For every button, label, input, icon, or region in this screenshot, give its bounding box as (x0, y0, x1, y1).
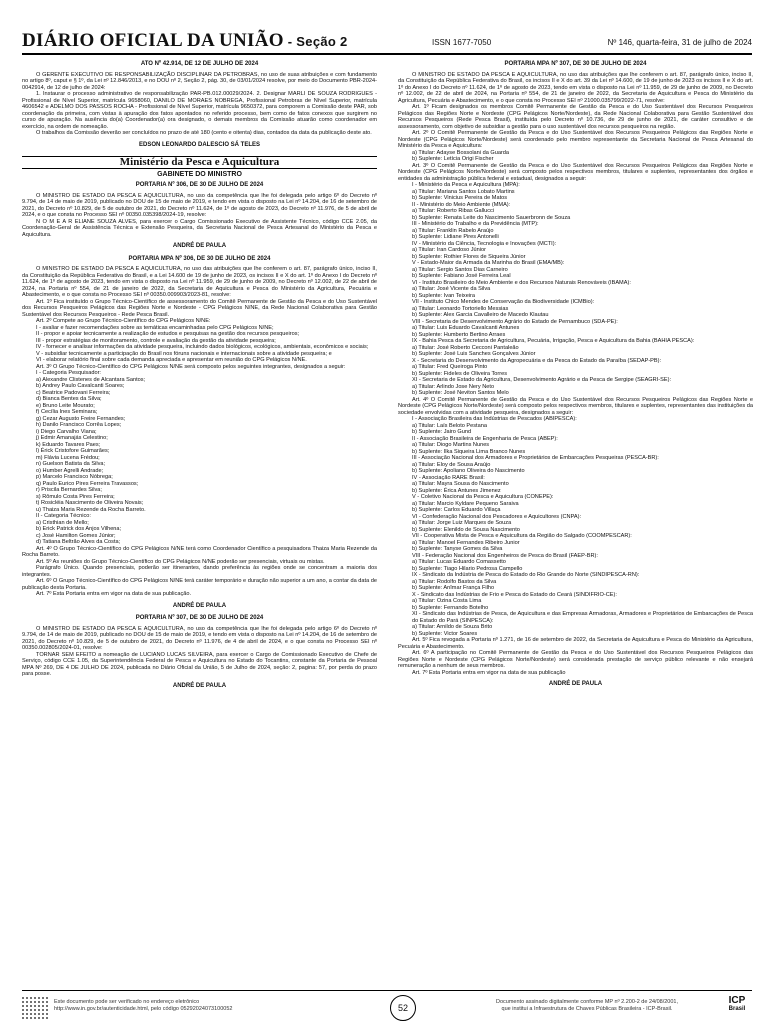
list-item: b) Suplente: Érica Antunes Jimenez (412, 487, 501, 494)
paragraph: O trabalhos da Comissão deverão ser concluídos no prazo de até 180 (cento e oitenta) dias, contados da data da publicação deste ato. (36, 130, 372, 136)
list-item: b) Suplente: Vinicius Pereira de Matos (412, 195, 508, 201)
list-item: b) Suplente: Ilka Siqueira Lima Branco Nunes (412, 448, 526, 455)
list-item: V - Coletivo Nacional da Pesca e Aquicultura (CONEPE): (412, 494, 554, 500)
list-item: u) Thaiza Maria Rezende da Rocha Barreto. (36, 506, 146, 513)
list-item: b) Erick Patrick dos Anjos Vilhena; (36, 526, 122, 532)
ato-body (22, 72, 377, 137)
list-item: IV - Associação RARE Brasil: (412, 474, 485, 481)
list-item: a) Titular: Roberto Ribas Gallucci (412, 208, 495, 214)
paragraph: O MINISTRO DE ESTADO DA PESCA E AQUICULTURA, no uso das atribuições que lhe conferem o art. 87, parágrafo único, inciso II, da Constituição da República Federativa do Brasil, e a Lei 14.600 de 19 de junho de 2023, os incisos II e X do art. 1º do Anexo I do Decreto nº 11.624, de 1º de agosto de 2023, tendo em vista o disposto na Lei nº 11.959, de 29 de junho de 2009, no Decreto nº 12.002, de 22 de abril de 2024, na Portaria nº 554, de 21 de janeiro de 2022, da Secretaria de Aquicultura e Pesca do Ministério da Agricultura, Pecuária e Abastecimento, e o que consta no Processo SEI nº 00350.009903/2023-81, resolve: (22, 266, 377, 298)
list-item: I - Ministério da Pesca e Aquicultura (MPA): (412, 182, 520, 188)
list-item: k) Eduardo Tavares Paes; (36, 441, 101, 448)
verification-note (54, 999, 384, 1012)
header-rule (22, 53, 752, 55)
list-item: t) Rosicléia Nascimento de Oliveira Novais; (36, 500, 144, 506)
list-item: a) Titular: Marcio Kyldare Pequeno Saraiva (412, 500, 519, 507)
portaria-mpa-306-closing (22, 546, 377, 598)
paragraph: Art. 2º O Comitê Permanente de Gestão da Pesca e do Uso Sustentável dos Recursos Pesqueiros Pelágicos das Regiões Norte e Nordeste (CPG Pelágicos Norte/Nordeste) será coordenado pelo membro representante da Secretaria Nacional de Pesca Artesanal do Ministério da Pesca e Aquicultura: (398, 130, 753, 149)
list-item: a) Titular: Mariana Santos Lobato Martins (412, 188, 515, 195)
list-item: VIII - Secretaria de Desenvolvimento Agrário do Estado de Pernambuco (SDA-PE): (412, 318, 618, 325)
list-item: i) Diego Carvalho Viana; (36, 428, 97, 435)
list-item: l) Érick Cristofore Guimarães; (36, 448, 110, 454)
list-item: a) Titular: Laís Beloto Pestana (412, 422, 487, 429)
list-item: b) Suplente: Alex Garcia Cavalleiro de Macedo Klautau (412, 312, 549, 318)
list-item: b) Suplente: Renata Leite do Nascimento Sauerbronn de Souza (412, 214, 571, 221)
paragraph: Art. 3º O Comitê Permanente de Gestão da Pesca e do Uso Sustentável dos Recursos Pesqueiros Pelágicos das Regiões Norte e Nordeste (CPG Pelágicos Norte/Nordeste) será composto pelos respectivos membros, titulares e suplentes, representantes dos órgãos e entidades da administração pública federal e estadual, designados a seguir: (398, 162, 753, 182)
list-item: h) Danilo Francisco Corrêa Lopes; (36, 422, 122, 428)
paragraph: III - propor estratégias de monitoramento, controle e avaliação da gestão da atividade pesqueira; (36, 337, 276, 344)
paragraph: O MINISTRO DE ESTADO DA PESCA E AQUICULTURA, no uso das atribuições que lhe conferem o art. 87, parágrafo único, inciso II, da Constituição da República Federativa do Brasil, os incisos II e X do art. 39 da Lei nº 14.600, de 19 de junho de 2023 os incisos II e X do art. 1º do Anexo I do Decreto nº 11.624, de 1º de agosto de 2023, tendo em vista o disposto na Lei nº 11.959, de 29 de junho de 2009, no Decreto nº 12.002, de 22 de abril de 2024, na Portaria nº 554, de 21 de janeiro de 2022, da Secretaria de Aquicultura e Pesca do Ministério da Agricultura, Pecuária e Abastecimento, e o que consta no Processo SEI nº 21000.035799/2022-71, resolve: (398, 71, 753, 104)
list-item: b) Suplente: Carlos Eduardo Villaça (412, 507, 501, 513)
paragraph: Parágrafo Único. Quando presenciais, poderão ser itinerantes, dando preferência às regiões onde se concentram a maioria dos integrantes. (22, 565, 377, 578)
list-item: XI - Secretaria de Estado da Agricultura, Desenvolvimento Agrário e da Pesca de Sergipe (SEAGRI-SE): (412, 377, 671, 383)
list-item: b) Suplente: Fideles de Oliveira Torres (412, 370, 508, 377)
signature-line-2: que institui a Infraestrutura de Chaves Públicas Brasileira - ICP-Brasil. (501, 1005, 673, 1012)
paragraph: Art. 6º O Grupo Técnico-Científico do CPG Pelágicos N/NE terá caráter temporário e duração não superior a um ano, a contar da data de publicação desta Portaria. (22, 578, 377, 591)
list-item: b) Suplente: Apoliano Oliveira do Nascimento (412, 468, 525, 474)
list-item: a) Alexandre Clistenes de Alcantara Santos; (36, 376, 146, 383)
list-item: e) Bruno Leite Mourato; (36, 402, 95, 409)
list-item: b) Suplente: José Neviton Santos Melo (412, 390, 509, 396)
portaria-mpa-307-public-members (398, 182, 753, 397)
portaria-307-body (22, 626, 377, 678)
list-item: g) Cezar Augusto Freire Fernandes; (36, 415, 126, 422)
list-item: a) Titular: Ozina Costa Lima (412, 598, 482, 604)
paragraph: Art. 2º Compete ao Grupo Técnico-Científico do CPG Pelágicos N/NE: (36, 318, 211, 324)
verification-line-2: http://www.in.gov.br/autenticidade.html, pelo código 05292024073100052 (54, 1005, 233, 1012)
list-item: a) Titular: Manoel Fernandes Ribeiro Junior (412, 539, 520, 546)
list-item: j) Edmir Amanajás Celestino; (36, 435, 108, 441)
portaria-mpa-307-title: PORTARIA MPA Nº 307, DE 30 DE JULHO DE 2024 (504, 61, 647, 67)
list-item: b) Suplente: Anîmar França Filho (412, 585, 495, 591)
portaria-mpa-307-society-members (398, 416, 753, 637)
list-item: V - Estado-Maior da Armada da Marinha do Brasil (EMA/MB): (412, 260, 565, 266)
list-item: a) Titular: Arnildo de Souza Brito (412, 624, 493, 630)
portaria-mpa-306-signature: ANDRÉ DE PAULA (172, 602, 227, 609)
icp-logo-top: ICP (728, 995, 746, 1006)
qr-code-icon (22, 995, 48, 1021)
list-item: s) Rômulo Costa Pires Ferreira; (36, 493, 115, 500)
paragraph: O MINISTRO DE ESTADO DA PESCA E AQUICULTURA, no uso da competência que lhe foi delegada pelo artigo 6º do Decreto nº 9.794, de 14 de maio de 2019, publicado no DOU de 15 de maio de 2019, e tendo em vista o disposto na Lei nº 14.204, de 16 de setembro de 2021, do Decreto nº 10.829, de 5 de outubro de 2021, do Decreto nº 11.976, de 4 de abril de 2024, e o que consta no Processo SEI nº 00350.002805/2024-01, resolve: (22, 625, 377, 651)
digital-signature-note (462, 999, 712, 1012)
list-item: b) Suplente: José Luis Sanches Gonçalves Júnior (412, 351, 536, 357)
paragraph: IV - fornecer e analisar informações da atividade pesqueira, incluindo dados biológicos, ecológicos, ambientais, econômicos e sociais; (36, 344, 369, 350)
portaria-mpa-307-art4: Art. 4º O Comitê Permanente de Gestão da Pesca e do Uso Sustentável dos Recursos Pesqueiros Pelágicos das Regiões Norte e Nordeste (CPG Pelágicos Norte/Nordeste) será composto pelos respectivos membros, titulares e suplentes, representantes das instituições da sociedade envolvidas com a atividade pesqueira, designados a seguir: (398, 396, 753, 416)
paragraph: Art. 5º As reuniões do Grupo Técnico-Científico do CPG Pelágicos N/NE poderão ser presenciais, virtuais ou mistas. (36, 558, 325, 565)
paragraph: I - Categoria Pesquisador: (36, 370, 101, 376)
list-item: a) Titular: Luis Eduardo Cavalcanti Antunes (412, 325, 520, 331)
list-item: f) Cecília Ines Seminara; (36, 409, 98, 415)
list-item: a) Titular: Jorge Luiz Marques de Souza (412, 520, 512, 526)
list-item: m) Flávia Lucena Frédou; (36, 454, 100, 461)
list-item: a) Titular: Leonardo Tortoriello Messias (412, 305, 509, 312)
list-item: IV - Ministério da Ciência, Tecnologia e Inovações (MCTI): (412, 240, 557, 247)
page-header (22, 0, 752, 52)
paragraph: V - subsidiar tecnicamente a participação do Brasil nos fóruns nacionais e internacionais sobre a atividade pesqueira; e (36, 350, 332, 357)
paragraph: a) Titular: Adayse Bossolani da Guarda (412, 149, 510, 156)
paragraph: II - propor e apoiar tecnicamente a realização de estudos e pesquisas na gestão dos recursos pesqueiros; (36, 331, 300, 337)
list-item: b) Suplente: Ivan Teixeira (412, 292, 476, 299)
paragraph: O MINISTRO DE ESTADO DA PESCA E AQUICULTURA, no uso da competência que lhe foi delegada pelo artigo 6º do Decreto nº 9.794, de 14 de maio de 2019, publicado no DOU de 15 de maio de 2019, e tendo em vista o disposto na Lei nº 14.204, de 16 de setembro de 2021, do Decreto nº 10.829, de 5 de outubro de 2021, do Decreto nº 11.624, de 1º de agosto de 2023, do Decreto nº 11.976, de 5 de abril de 2024, e o que consta no Processo SEI nº 00350.035398/2024-19, resolve: (22, 192, 377, 218)
paragraph: 1. Instaurar o processo administrativo de responsabilização PAR-PB.012.00029/2024. 2. Designar MARLI DE SOUZA RODRIGUES - Profissional de Nível Superior, matrícula 9658060, DANILO DE MORAES NOBREGA, Profissional Petrobras de Nível Superior, matrícula 4606542 e ADELMO DOS PASSOS ROCHA - Profissional de Nível Superior, matrícula 9650372, para comporem a Comissão deste PAR, sob coordenação da primeira, com vistas à apuração dos fatos apontados no referido processo, bem como de fatos conexos que surgirem no curso de apuração. Na ausência do(a) Coordenador(a) ora designado, o demais membros da Comissão atuarão como coordenador em exercício, na ordem de nomeação. (22, 91, 377, 130)
paragraph: O GERENTE EXECUTIVO DE RESPONSABILIZAÇÃO DISCIPLINAR DA PETROBRAS, no uso de suas atribuições e com fundamento no artigo 8º, caput e § 1º, da Lei nº 12.846/2013, e no DOU nº 2, Seção 2, pág. 30, de 03/01/2024 resolve, por meio do Documento PBR-2024-0042914, de 12 de julho de 2024: (22, 71, 377, 91)
list-item: a) Titular: Fred Queiroga Pinto (412, 364, 488, 370)
list-item: a) Titular: Sergio Santos Dias Carneiro (412, 266, 508, 273)
list-item: b) Suplente: Fabiano José Ferreira Leal (412, 273, 511, 279)
list-item: a) Titular: José Vicente da Silva (412, 286, 491, 292)
list-item: VII - Instituto Chico Mendes de Conservação da Biodiversidade (ICMBio): (412, 299, 595, 305)
ato-signature: EDSON LEONARDO DALESCIO SÁ TELES (138, 141, 260, 148)
list-item: b) Andrey Paulo Cavalcanti Soares; (36, 383, 125, 389)
paragraph: VI - elaborar relatório final sobre cada demanda apreciada e apresentar em reunião do CPG Pelágicos N/NE. (36, 357, 307, 363)
page-footer (22, 990, 752, 1024)
list-item: b) Suplente: Elenildo de Sousa Nascimento (412, 526, 520, 533)
portaria-306-title: PORTARIA Nº 306, DE 30 DE JULHO DE 2024 (135, 182, 264, 188)
list-item: p) Marcelo Francisco Nóbrega; (36, 474, 113, 480)
list-item: a) Titular: Franklin Rabelo Araújo (412, 227, 494, 234)
right-column (398, 58, 753, 956)
portaria-307-title: PORTARIA Nº 307, DE 30 DE JULHO DE 2024 (135, 615, 264, 621)
paragraph: Art. 1º Fica instituído o Grupo Técnico-Científico de assessoramento do Comitê Permanente de Gestão da Pesca e do Uso Sustentável dos Recursos Pesqueiros Pelágicos das Regiões Norte e Nordeste - CPG Pelágicos N/NE, da Rede Nacional Colaborativa para Gestão Sustentável dos Recursos Pesqueiros - Rede Pesca Brasil. (22, 298, 377, 318)
list-item: r) Priscila Bernardes Silva; (36, 487, 102, 493)
portaria-mpa-306-members (22, 377, 377, 546)
list-item: a) Titular: Iran Cardoso Júnior (412, 247, 486, 253)
paragraph: I - avaliar e fazer recomendações sobre as temáticas encaminhadas pelo CPG Pelágicos N/NE; (36, 324, 274, 331)
list-item: b) Suplente: Fernando Botelho (412, 604, 489, 611)
paragraph: TORNAR SEM EFEITO a nomeação de LUCIANO LUCAS SILVEIRA, para exercer o Cargo de Comissionado Executivo de Chefe de Serviço, código CCE 1.05, da Superintendência Federal de Pesca e Aquicultura no Estado do Tocantins, constante da Portaria de Pessoal MPA Nº 269, DE 4 DE JULHO DE 2024, publicada no Diário Oficial da União, 5 de Julho de 2024, seção: 2, pagina: 57, por perda do prazo para posse. (22, 651, 377, 677)
list-item: VIII - Federação Nacional dos Engenheiros de Pesca do Brasil (FAEP-BR): (412, 552, 598, 559)
paragraph: N O M E A R ELIANE SOUZA ALVES, para exercer o Cargo Comissionado Executivo de Assistente Técnico, código CCE 2.05, da Coordenação-Geral de Assistência Técnica e Extensão Pesqueira, da Secretaria Nacional de Pesca Artesanal do Ministério da Pesca e Aquicultura. (22, 218, 377, 238)
list-item: II - Associação Brasileira de Engenharia de Pesca (ABEP): (412, 435, 558, 442)
page-number: 52 (390, 995, 416, 1021)
portaria-mpa-307-signature: ANDRÉ DE PAULA (548, 681, 603, 687)
list-item: I - Associação Brasileira das Indústrias de Pescados (ABIPESCA): (412, 416, 577, 422)
list-item: q) Paulo Eurico Pires Ferreira Travassos; (36, 480, 139, 487)
list-item: II - Ministério do Meio Ambiente (MMA): (412, 201, 511, 208)
portaria-307-signature: ANDRÉ DE PAULA (172, 682, 227, 689)
list-item: VI - Confederação Nacional dos Pescadores e Aquicultores (CNPA): (412, 513, 582, 520)
list-item: a) Titular: Diogo Martins Nunes (412, 442, 490, 448)
paragraph: Art. 1º Ficam designados os membros Comitê Permanente de Gestão da Pesca e do Uso Sustentável dos Recursos Pesqueiros Pelágicos das Regiões Norte e Nordeste (CPG Pelágicos Norte/Nordeste), da Rede Nacional Colaborativa para Gestão Sustentável dos Recursos Pesqueiros (Rede Pesca Brasil), instituída pelo Decreto nº 10.736, de 29 de junho de 2021, de caráter consultivo e de assessoramento, com objetivo de subsidiar a gestão para o uso sustentável dos recursos pesqueiros na região. (398, 104, 753, 130)
list-item: II - Categoria Técnico: (36, 513, 91, 519)
portaria-mpa-306-body (22, 266, 377, 377)
list-item: d) Tatiana Beltrão Alves da Costa; (36, 539, 121, 545)
issn-label: ISSN 1677-7050 (432, 38, 492, 47)
list-item: b) Suplente: Tiago Hilario Pedrosa Campello (412, 565, 523, 572)
list-item: IX - Sindicato da Indústria de Pesca do Estado do Rio Grande do Norte (SINDIPESCA-RN): (412, 572, 640, 578)
title-text: DIÁRIO OFICIAL DA UNIÃO (22, 30, 284, 51)
list-item: a) Titular: Mayra Sousa do Nascimento (412, 481, 509, 487)
icp-logo-bottom: Brasil (728, 1006, 746, 1012)
gabinete-heading: GABINETE DO MINISTRO (157, 170, 242, 178)
list-item: X - Sindicato das Indústrias de Frio e Pesca do Estado do Ceará (SINDIFRIO-CE): (412, 591, 617, 598)
list-item: c) José Hamilton Gomes Júnior; (36, 532, 116, 539)
list-item: a) Titular: Lucas Eduardo Comassetto (412, 559, 506, 565)
list-item: b) Suplente: Victor Soares (412, 630, 478, 637)
list-item: VII - Cooperativa Mista de Pesca e Aquicultura da Região do Salgado (COOMPESCAR): (412, 533, 632, 539)
section-label: - Seção 2 (283, 34, 348, 49)
edition-label: Nº 146, quarta-feira, 31 de julho de 2024 (607, 38, 752, 47)
ato-title: ATO Nº 42.914, DE 12 DE JULHO DE 2024 (140, 61, 259, 67)
list-item: b) Suplente: Lidiane Pires Antonelli (412, 234, 499, 240)
list-item: a) Titular: Rodolfo Bastos da Silva (412, 578, 497, 585)
list-item: a) Titular: Eloy de Sousa Araújo (412, 461, 491, 468)
list-item: III - Associação Nacional dos Armadores e Proprietários de Embarcações Pesqueiras (PESCA-BR): (412, 455, 659, 461)
list-item: n) Guelson Batista da Silva; (36, 461, 106, 467)
list-item: IX - Bahia Pesca da Secretaria de Agricultura, Pecuária, Irrigação, Pesca e Aquicultura da Bahia (BAHIA PESCA): (412, 338, 695, 344)
list-item: a) Titular: José Roberto Cecconi Pantaleão (412, 344, 519, 351)
paragraph: Art. 7º Esta Portaria entra em vigor na data de sua publicação. (36, 591, 192, 597)
list-item: d) Bianca Bentes da Silva; (36, 396, 102, 402)
paragraph: Art. 5º Fica revogada a Portaria nº 1.271, de 16 de setembro de 2022, da Secretaria de Aquicultura e Pesca do Ministério da Agricultura, Pecuária e Abastecimento. (398, 637, 753, 650)
paragraph: Art. 4º O Grupo Técnico-Científico do CPG Pelágicos N/NE terá como Coordenador Científico a pesquisadora Thaiza Maria Rezende da Rocha Barreto. (22, 545, 377, 558)
portaria-306-signature: ANDRÉ DE PAULA (172, 243, 227, 249)
icp-brasil-logo (722, 995, 752, 1021)
list-item: c) Beatrice Padovani Ferreira; (36, 389, 111, 396)
portaria-mpa-307-intro (398, 72, 753, 183)
list-item: b) Suplente: Rothier Flores de Siqueira Júnior (412, 253, 526, 260)
list-item: a) Cristhian de Mello; (36, 519, 89, 526)
paragraph: b) Suplente: Letícia Origi Fischer (412, 156, 494, 162)
list-item: o) Humber Agrelli Andrade; (36, 467, 104, 474)
verification-line-1: Este documento pode ser verificado no endereço eletrônico (54, 999, 200, 1005)
portaria-mpa-306-title: PORTARIA MPA Nº 306, DE 30 DE JULHO DE 2024 (128, 255, 271, 262)
list-item: XI - Sindicato das Indústrias de Pesca, de Aquicultura e das Empresas Armadoras, Armadores e Proprietários de Embarcações de Pesca do Estado do Pará (SINPESCA): (412, 611, 753, 624)
list-item: b) Suplente: Jairo Gund (412, 429, 472, 435)
list-item: a) Titular: Arlindo Jose Nery Neto (412, 383, 495, 390)
list-item: VI - Instituto Brasileiro do Meio Ambiente e dos Recursos Naturais Renováveis (IBAMA): (412, 279, 631, 286)
paragraph: Art. 6º A participação no Comitê Permanente de Gestão da Pesca e do Uso Sustentável dos Recursos Pesqueiros Pelágicos das Regiões Norte e Nordeste (CPG Pelágicos Norte/Nordeste) será considerada prestação de serviço público relevante e não ensejará remuneração a nenhum de seus membros. (398, 650, 753, 669)
ministry-heading: Ministério da Pesca e Aquicultura (22, 156, 377, 169)
paragraph: Art. 7º Esta Portaria entra em vigor na data de sua publicação (412, 669, 566, 676)
signature-line-1: Documento assinado digitalmente conforme MP nº 2.200-2 de 24/08/2001, (496, 999, 678, 1005)
list-item: b) Suplente: Tanyse Gomes da Silva (412, 546, 503, 552)
publication-title (22, 30, 348, 52)
paragraph: Art. 3º O Grupo Técnico-Científico do CPG Pelágicos N/NE será composto pelos seguintes integrantes, designados a seguir: (36, 363, 346, 370)
list-item: III - Ministério do Trabalho e da Previdência (MTP): (412, 221, 539, 227)
portaria-306-body (22, 193, 377, 239)
list-item: X - Secretaria do Desenvolvimento da Agropecuária e da Pesca do Estado da Paraíba (SEDAP-PB): (412, 357, 662, 364)
left-column (22, 58, 377, 956)
list-item: b) Suplente: Humberto Bertino Arraes (412, 331, 506, 338)
portaria-mpa-307-closing (398, 637, 753, 676)
